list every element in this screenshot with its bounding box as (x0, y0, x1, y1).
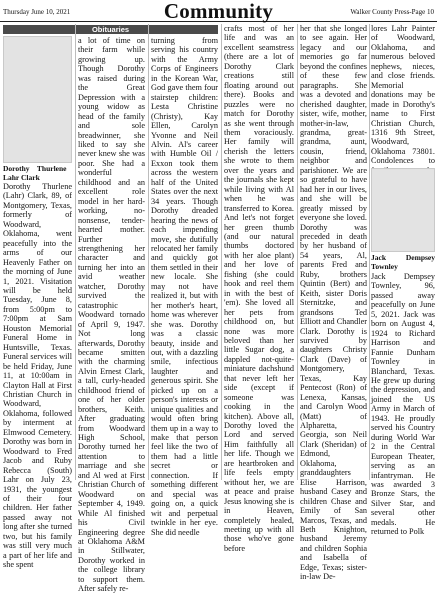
obituary-column-1 (3, 182, 72, 570)
column-rule (75, 24, 76, 480)
obituary-column-2 (78, 36, 145, 594)
column-rule (297, 24, 298, 480)
obituary-photo-jack-townley (371, 168, 435, 252)
obituary-photo-dorothy-clark (3, 36, 72, 163)
caption-surname: Townley (371, 262, 398, 271)
caption-line-1: Dorothy Thurlene (3, 164, 67, 173)
obituary-column-6 (371, 24, 435, 166)
obituary-column-3 (151, 36, 218, 537)
obituary-caption-dorothy-clark (3, 164, 72, 182)
obituary-column-5 (300, 24, 367, 582)
obituary-text-col1: Dorothy Thurlene (Lahr) Clark, 89, of Montgomery, Texas, formerly of Woodward, Oklahoma, went peacefully into the arms of our Heavenly Father on the morning of June 1, 2021. Visitation will be held Tuesday, June 8, from 5:00pm to 7:00pm at Sam Houston Memorial Funeral Home in Huntsville, Texas. Funeral services will be held Friday, June 11, at 10:00am in Clayton Hall at First Christian Church in Woodward, Oklahoma, followed by interment at Elmwood Cemetery. Dorothy was born in Woodward to Fred Jacob and Ruby Rebecca (South) Lahr on July 23, 1931, the youngest of their four children. Her father passed away not long after she turned two, but his family was still very much a part of her life and she spent (3, 182, 72, 570)
obituary-column-6-townley (371, 272, 435, 537)
obituary-text-col5: her that she longed to see again. Her legacy and our memories go far beyond the confines of these few paragraphs. She was a devoted and cherished daughter, sister, wife, mother, mother-in-law, grandma, great-grandma, aunt, cousin, friend, neighbor and parishioner. We are so grateful to have had her in our lives, and she will be greatly missed by everyone she loved. Dorothy was preceded in death by her husband of 54 years, Al, parents Fred and Ruby, brothers Quintin (Bert) and Keith, sister Doris Sternitzke, and grandsons Ted Elliott and Chandler Clark. Dorothy is survived by daughters Christy Clark (Dave) of Montgomery, Texas, Kay Pentecost (Ron) of Lenexa, Kansas, and Carolyn Wood (Matt) of Alpharetta, Georgia, son Neil Clark (Sheridan) of Edmond, Oklahoma, granddaughters Elise Harrison, husband Casey and children Chase and Emily of San Marcos, Texas, and Beth Knighton, husband Jeremy and children Sophia and Isabella of Edge, Texas; sister-in-law De- (300, 24, 367, 582)
column-rule (148, 24, 149, 480)
paper-page-label: Walker County Press-Page 10 (350, 8, 434, 16)
section-title: Community (163, 0, 274, 23)
caption-line-2: Lahr Clark (3, 173, 40, 182)
caption-first-name: Jack (371, 253, 386, 262)
obituaries-banner: Obituaries (3, 25, 218, 34)
page-header (0, 0, 437, 22)
caption-middle-name: Dempsey (405, 253, 435, 262)
issue-date: Thursday June 10, 2021 (3, 8, 71, 16)
obituary-text-townley: Jack Dempsey Townley, 96, passed away peacefully on June 5, 2021. Jack was born on August 4, 1924 to Richard Harrison and Fannie Dunham Townley in Blanchard, Texas. He grew up during the depression, and joined the US Army in March of 1943. He proudly served his Country during World War 2 in the Central European Theater, serving as an infantryman. He was awarded 3 Bronze Stars, the Silver Star, and several other medals. He returned to Polk (371, 272, 435, 537)
obituary-caption-jack-townley (371, 253, 435, 271)
obituary-column-4 (224, 24, 294, 553)
column-rule (221, 24, 222, 480)
obituary-text-col2: a lot of time on their farm while growing up. Though Dorothy was raised during the Great Depression with a young widow as head of the family and sole breadwinner, she liked to say she never knew she was poor. She had a wonderful childhood and an excellent role model in her hard-working, no-nonsense, tender-hearted mother. Further strengthening her character and turning her into an avid weather watcher, Dorothy survived the catastrophic Woodward tornado of April 9, 1947. Not long afterwards, Dorothy became smitten with the charming Alvin Ernest Clark, a tall, curly-headed childhood friend of one of her older brothers, Keith. After graduating from Woodward High School, Dorothy turned her attention to marriage and she and Al wed at First Christian Church of Woodward on September 4, 1949. While Al finished his Civil Engineering degree at Oklahoma A&M in Stillwater, Dorothy worked in the college library to support them. After safely re- (78, 36, 145, 594)
obituary-text-col6: lores Lahr Painter of Woodward, Oklahoma, and numerous beloved nephews, nieces, and close friends. Memorial donations may be made in Dorothy's name to First Christian Church, 1316 9th Street, Woodward, Oklahoma 73801. Condolences to (371, 24, 435, 166)
column-rule (369, 24, 370, 480)
obituary-text-col3: turning from serving his country with the Army Corps of Engineers in the Korean War, God gave them four stairstep children: Lesta Christine (Christy), Kay Ellen, Carolyn Yvonne and Neil Alvin. Al's career with Humble Oil / Exxon took them across the western half of the United States over the next 34 years. Though Dorothy dreaded hearing the news of each impending move, she dutifully relocated her family and quickly got them settled in their new locale. She may not have realized it, but with her mother's heart, home was wherever she was. Dorothy was a classic beauty, inside and out, with a dazzling smile, infectious laughter and generous spirit. She picked up on a person's interests or unique qualities and would often bring them up in a way to make that person feel like the two of them had a little secret or connection. If something different and special was going on, a quick wit and perpetual twinkle in her eye. She did needle (151, 36, 218, 537)
obituary-text-col4: crafts most of her life and was an excellent seamstress (there are a lot of Dorothy Clark creations still floating around out there). Books and puzzles were no match for Dorothy as she went through them voraciously. Her family will cherish the letters she wrote to them over the years and the journals she kept while living with Al when he was transferred to Korea. And let's not forget her green thumb (and our natural thumbs doctored with her aloe plant) and her love of fishing (she could hook and reel them in with the best of 'em). She loved all her pets from childhood on, but none was more beloved than her little Sugar dog, a dappled not-quite-miniature dachshund that never left her side (except if someone was cooking in the kitchen). Above all, Dorothy loved the Lord and served Him faithfully all her life. Though we are heartbroken and life feels empty without her, we are at peace and praise Jesus knowing she is in Heaven, completely healed, meeting up with all those who've gone before (224, 24, 294, 553)
